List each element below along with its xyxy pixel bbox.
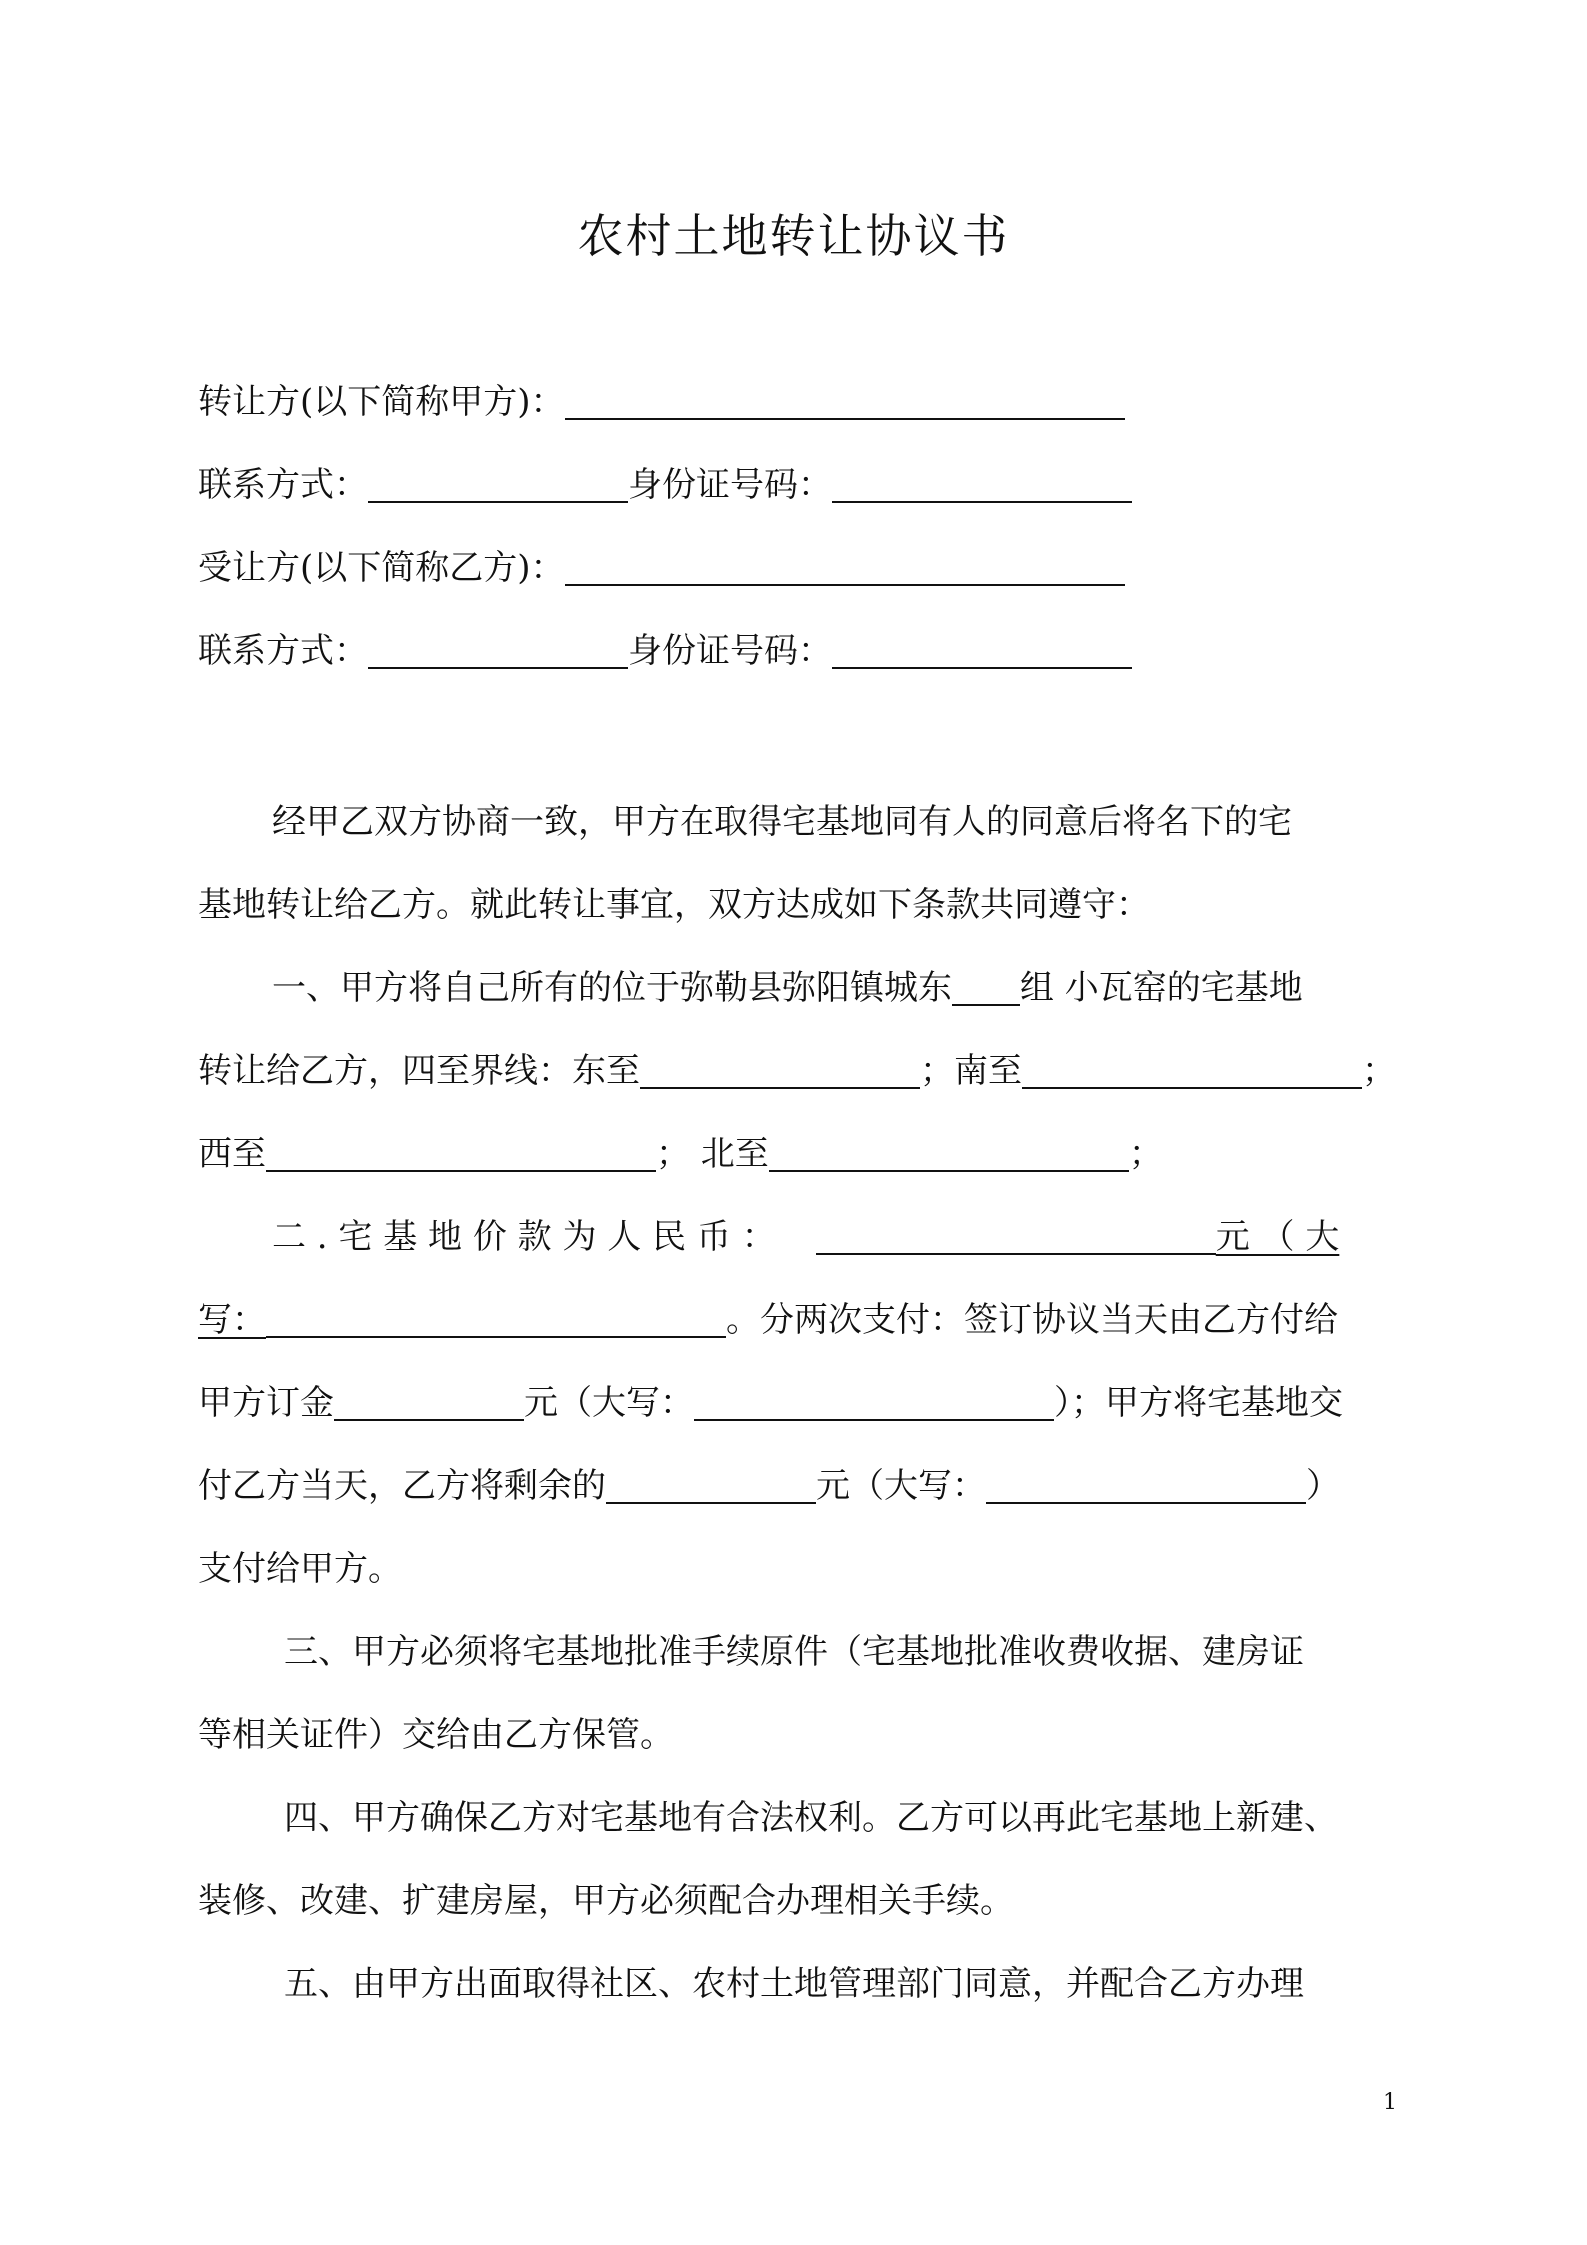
clause-2-text-i: 元（大写： [816, 1466, 986, 1506]
transferor-id-blank[interactable] [832, 467, 1132, 503]
transferee-line [198, 546, 1125, 590]
clause-3-line-2 [198, 1713, 674, 1757]
transferor-line [198, 380, 1125, 424]
transferor-label: 转让方(以下简称甲方)： [198, 382, 565, 422]
clause-1-text-h: ； [1128, 1134, 1163, 1174]
deposit-blank[interactable] [334, 1385, 524, 1421]
intro-line-2 [198, 883, 1150, 927]
price-capital-blank[interactable] [266, 1302, 726, 1338]
east-boundary-blank[interactable] [640, 1053, 920, 1089]
clause-1-line-3 [198, 1132, 1163, 1176]
contact-label: 联系方式： [198, 631, 368, 671]
clause-2-line-5 [198, 1547, 402, 1591]
clause-2-text-c: 写： [198, 1300, 266, 1340]
transferee-blank[interactable] [565, 550, 1125, 586]
group-blank[interactable] [952, 970, 1020, 1006]
clause-4-text-a: 四、甲方确保乙方对宅基地有合法权利。乙方可以再此宅基地上新建、 [284, 1798, 1338, 1838]
clause-3-text-b: 等相关证件）交给由乙方保管。 [198, 1715, 674, 1755]
clause-2-text-d: 。分两次支付：签订协议当天由乙方付给 [726, 1300, 1338, 1340]
clause-1-text-f: 西至 [198, 1134, 266, 1174]
page-number: 1 [1383, 2090, 1397, 2115]
clause-2-line-2 [198, 1298, 1338, 1342]
intro-text-1: 经甲乙双方协商一致，甲方在取得宅基地同有人的同意后将名下的宅 [272, 802, 1292, 842]
clause-2-text-g: ）；甲方将宅基地交 [1054, 1383, 1343, 1423]
intro-line-1 [272, 800, 1292, 844]
id-label: 身份证号码： [628, 465, 832, 505]
clause-3-text-a: 三、甲方必须将宅基地批准手续原件（宅基地批准收费收据、建房证 [284, 1632, 1304, 1672]
intro-text-2: 基地转让给乙方。就此转让事宜，双方达成如下条款共同遵守： [198, 885, 1150, 925]
clause-5-line-1 [284, 1962, 1304, 2006]
clause-2-text-h: 付乙方当天，乙方将剩余的 [198, 1466, 606, 1506]
transferor-contact-line [198, 463, 1132, 507]
id-label: 身份证号码： [628, 631, 832, 671]
clause-1-line-2 [198, 1049, 1396, 1093]
transferor-contact-blank[interactable] [368, 467, 628, 503]
clause-2-line-4 [198, 1464, 1340, 1508]
clause-3-line-1 [284, 1630, 1304, 1674]
clause-2-text-k: 支付给甲方。 [198, 1549, 402, 1589]
clause-2-text-a: 二 . 宅 基 地 价 款 为 人 民 币 ： [272, 1217, 776, 1257]
clause-2-line-1 [272, 1215, 1339, 1259]
clause-1-text-d: ；南至 [920, 1051, 1022, 1091]
clause-1-text-c: 转让给乙方，四至界线：东至 [198, 1051, 640, 1091]
clause-1-text-e: ； [1362, 1051, 1396, 1091]
contact-label: 联系方式： [198, 465, 368, 505]
clause-5-text-a: 五、由甲方出面取得社区、农村土地管理部门同意，并配合乙方办理 [284, 1964, 1304, 2004]
clause-2-text-b: 元 （ 大 [1215, 1217, 1340, 1257]
deposit-capital-blank[interactable] [694, 1385, 1054, 1421]
transferor-blank[interactable] [565, 384, 1125, 420]
transferee-contact-line [198, 629, 1132, 673]
document-title: 农村土地转让协议书 [577, 209, 1010, 263]
remaining-capital-blank[interactable] [986, 1468, 1306, 1504]
clause-2-text-f: 元（大写： [524, 1383, 694, 1423]
north-boundary-blank[interactable] [769, 1136, 1129, 1172]
clause-1-text-a: 一、甲方将自己所有的位于弥勒县弥阳镇城东 [272, 968, 952, 1008]
clause-4-line-2 [198, 1879, 1014, 1923]
clause-2-text-j: ） [1306, 1466, 1340, 1506]
west-boundary-blank[interactable] [266, 1136, 656, 1172]
remaining-blank[interactable] [606, 1468, 816, 1504]
transferee-id-blank[interactable] [832, 633, 1132, 669]
south-boundary-blank[interactable] [1022, 1053, 1362, 1089]
clause-1-text-b: 组 小瓦窑的宅基地 [1020, 968, 1303, 1008]
clause-4-text-b: 装修、改建、扩建房屋，甲方必须配合办理相关手续。 [198, 1881, 1014, 1921]
clause-2-text-e: 甲方订金 [198, 1383, 334, 1423]
clause-1-line-1 [272, 966, 1303, 1010]
clause-4-line-1 [284, 1796, 1338, 1840]
clause-1-text-g: ； 北至 [656, 1134, 769, 1174]
clause-2-line-3 [198, 1381, 1343, 1425]
transferee-contact-blank[interactable] [368, 633, 628, 669]
price-blank[interactable] [816, 1219, 1216, 1255]
transferee-label: 受让方(以下简称乙方)： [198, 548, 565, 588]
